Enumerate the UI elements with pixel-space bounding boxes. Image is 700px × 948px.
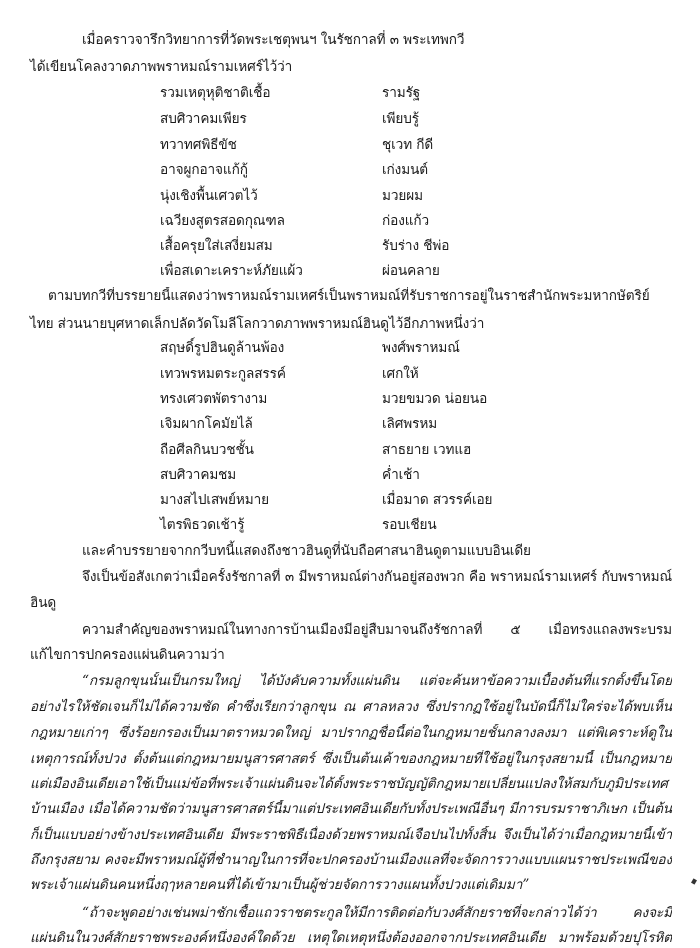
poem2-right: มวยขมวด น่อยนอ [382, 391, 488, 407]
poem1-left: สบศิวาคมเพียร [160, 111, 247, 127]
quote1-line: อย่างไรให้ชัดเจนก็ไม่ได้ความชัด คำซึ่งเรียกว่าลูกขุน ณ ศาลหลวง ซึ่งปรากฏใช้อยู่ในบัดนี้ก็ไม่ใคร่จะได้พบเห็น [30, 699, 672, 715]
poem1-right: เพียบรู้ [382, 111, 420, 127]
poem1-left: เสื้อครุยใส่เสงี่ยมสม [160, 238, 273, 254]
poem2-left: สฤษดิ์รูปฮินดูล้านพ้อง [160, 340, 285, 356]
poem2-right: สาธยาย เวทแฮ [382, 442, 472, 458]
poem1-right: ผ่อนคลาย [382, 263, 440, 279]
para4-line-2: ฮินดู [30, 595, 57, 611]
para3: และคำบรรยายจากกวีบทนี้แสดงถึงชาวฮินดูที่นับถือศาสนาฮินดูตามแบบอินเดีย [82, 543, 531, 559]
para4-line-1: จึงเป็นข้อสังเกตว่าเมื่อครั้งรัชกาลที่ ๓ มีพราหมณ์ต่างกันอยู่สองพวก คือ พราหมณ์รามเหศร์ กับพราหมณ์ [82, 569, 672, 585]
poem1-right: รับร่าง ชีพ่อ [382, 238, 450, 254]
poem2-left: สบศิวาคมชม [160, 467, 237, 483]
poem1-right: เก่งมนต์ [382, 162, 428, 178]
poem1-right: ชุเวท กีดี [382, 137, 434, 153]
poem1-left: ทวาทศพิธีขัช [160, 137, 237, 153]
poem1-left: อาจผูกอาจแก้กู้ [160, 162, 248, 178]
poem2-left: ถือศีลกินบวชชั้น [160, 442, 254, 458]
quote1-line: ถึงกรุงสยาม คงจะมีพราหมณ์ผู้ที่ชำนาญในการที่จะปกครองบ้านเมืองแลที่จะจัดการวางแบบแผนราชประเพณีของ [30, 852, 672, 868]
poem1-right: รามรัฐ [382, 85, 421, 101]
para5-line-2: แก้ไขการปกครองแผ่นดินความว่า [30, 647, 225, 663]
margin-mark [691, 878, 697, 884]
poem1-left: เพื่อสเดาะเคราะห์ภัยแผ้ว [160, 263, 303, 279]
quote1-line: ก็เป็นแบบอย่างข้างประเทศอินเดีย มีพระราชพิธีเนื่องด้วยพราหมณ์เจือปนไปทั้งสิ้น จึงเป็นได้ว่าเมื่อกฎหมายนี้เข้า [30, 827, 672, 843]
poem2-left: ไตรพิธวดเช้ารู้ [160, 517, 245, 533]
quote1-line: แต่เมืองอินเดียเอาใช้เป็นแม่ข้อที่พระเจ้าแผ่นดินจะได้ตั้งพระราชบัญญัติกฎหมายเปลี่ยนแปลงให้สมกับภูมิประเทศ [30, 776, 668, 792]
poem2-left: เจิมผากโคมัยไล้ [160, 416, 253, 432]
poem1-left: รวมเหตุหุติชาติเชื้อ [160, 85, 271, 101]
quote1-line: เหตุการณ์ทั้งปวง ตั้งต้นแต่กฎหมายมนูสารศาสตร์ ซึ่งเป็นต้นเค้าของกฎหมายที่ใช้อยู่ในกรุงสยามนี้ เป็นกฎหมาย [30, 751, 672, 767]
poem2-right: พงศ์พราหมณ์ [382, 340, 460, 356]
quote1-line: “กรมลูกขุนนั้นเป็นกรมใหญ่ ได้บังคับความทั้งแผ่นดิน แต่จะค้นหาข้อความเบื้องต้นที่แรกตั้งขึ้นโดย [82, 673, 672, 689]
para5-line-1: ความสำคัญของพราหมณ์ในทางการบ้านเมืองมีอยู่สืบมาจนถึงรัชกาลที่ ๕ เมื่อทรงแถลงพระบรม [82, 622, 672, 638]
poem2-left: ทรงเศวตพัตรางาม [160, 391, 268, 407]
poem2-right: เมื่อมาด สวรรค์เอย [382, 492, 493, 508]
intro-line-1: เมื่อคราวจารึกวิทยาการที่วัดพระเชตุพนฯ ในรัชกาลที่ ๓ พระเทพกวี [82, 32, 465, 48]
poem1-right: ก่องแก้ว [382, 213, 430, 229]
quote1-line: พระเจ้าแผ่นดินคนหนึ่งฤๅหลายคนที่ได้เข้ามาเป็นผู้ช่วยจัดการวางแผนทั้งปวงแต่เดิมมา” [30, 877, 530, 893]
poem1-left: เฉวียงสูตรสอดกุณฑล [160, 213, 285, 229]
poem2-right: เลิศพรหม [382, 416, 438, 432]
quote2-line: แผ่นดินในวงศ์สักยราชพระองค์หนึ่งองค์ใดด้วย เหตุใดเหตุหนึ่งต้องออกจากประเทศอินเดีย มาพร้อมด้วยปุโรหิต [30, 930, 672, 946]
poem2-right: เศกให้ [382, 366, 419, 382]
intro-line-2: ได้เขียนโคลงวาดภาพพราหมณ์รามเหศร์ไว้ว่า [30, 59, 293, 75]
quote1-line: กฎหมายเก่าๆ ซึ่งร้อยกรองเป็นมาตราหมวดใหญ่ มาปรากฏชื่อนี้ต่อในกฎหมายชั้นกลางลงมา แต่พิเคราะห์ดูใน [30, 725, 672, 741]
poem2-right: ค่ำเช้า [382, 467, 420, 483]
para2-line-2: ไทย ส่วนนายบุศหาดเล็กปลัดวัดโมลีโลกวาดภาพพราหมณ์ฮินดูไว้อีกภาพหนึ่งว่า [30, 316, 485, 332]
poem2-right: รอบเชียน [382, 517, 437, 533]
poem1-right: มวยผม [382, 188, 423, 204]
quote2-line: “ถ้าจะพูดอย่างเช่นพม่าชักเชื้อแถวราชตระกูลให้มีการติดต่อกับวงศ์สักยราชที่จะกล่าวได้ว่า คงจะมี [82, 905, 672, 921]
quote1-line: บ้านเมือง เมื่อได้ความชัดว่ามนูสารศาสตร์นี้มาแต่ประเทศอินเดียกับทั้งประเพณีอื่นๆ มีการบรมราชาภิเษก เป็นต้น [30, 801, 672, 817]
poem1-left: นุ่งเชิงพื้นเศวตไว้ [160, 188, 258, 204]
para2-line-1: ตามบทกวีที่บรรยายนี้แสดงว่าพราหมณ์รามเหศร์เป็นพราหมณ์ที่รับราชการอยู่ในราชสำนักพระมหากษัตริย์ [48, 288, 650, 304]
poem2-left: มางสไปเสพย์หมาย [160, 492, 269, 508]
poem2-left: เทวพรหมตระกูลสรรค์ [160, 366, 286, 382]
